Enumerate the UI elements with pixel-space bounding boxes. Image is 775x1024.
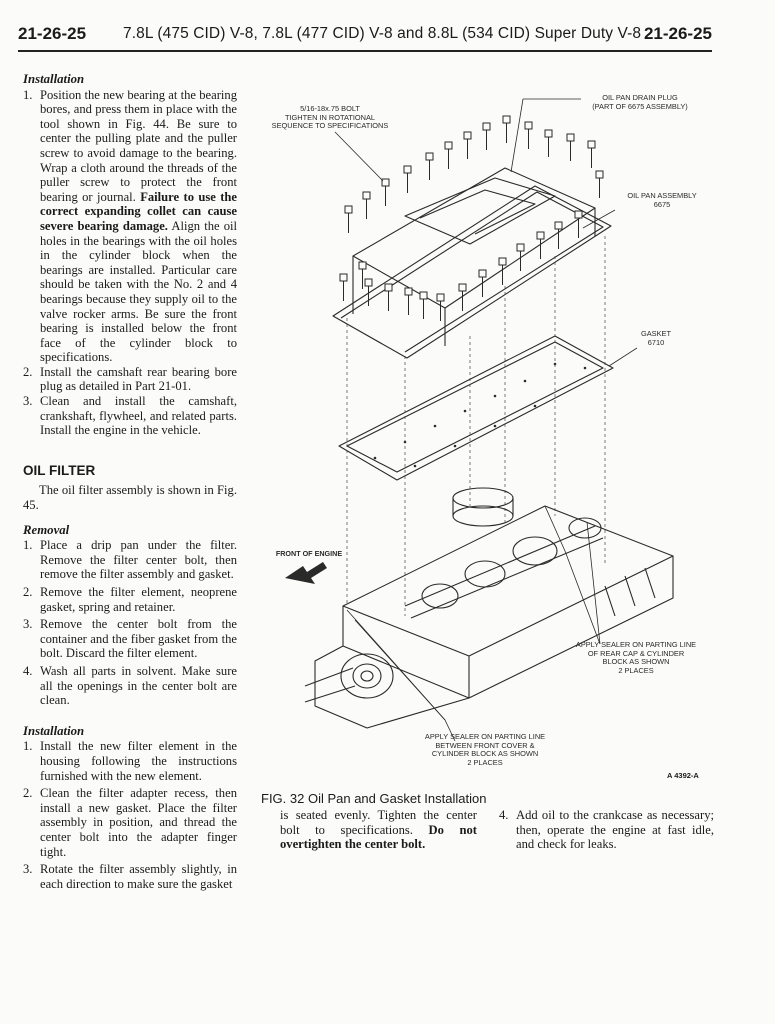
gasket-label: GASKET 6710: [641, 329, 671, 347]
list-item: 1. Position the new bearing at the bearing bores, and press them in place with the tool shown in Fig. 44. Be sure to center the pulling plate and the puller screw to avoid damage to the bearing. Wrap a cloth around the threads of the puller screw to protect the front bearing or journal. Failure to use the correct expanding collet can cause severe bearing damage. Align the oil holes in the bearings with the oil holes in the cylinder block when the bearings are installed. Particular care should be taken with the No. 2 and 4 bearings because they supply oil to the valve rocker arms. Be sure the front bearing is installed below the front face of the cylinder block to specifications.: [23, 87, 237, 365]
oil-filter-intro: The oil filter assembly is shown in Fig. 45.: [23, 483, 237, 513]
page-title: 7.8L (475 CID) V-8, 7.8L (477 CID) V-8 and 8.8L (534 CID) Super Duty V-8: [123, 25, 642, 42]
removal-heading: Removal: [23, 522, 70, 537]
front-of-engine-label: FRONT OF ENGINE: [275, 549, 343, 558]
installation-steps: [23, 88, 237, 438]
list-item: 2. Install the camshaft rear bearing bore plug as detailed in Part 21-01.: [23, 364, 237, 394]
sealer-rear-label: APPLY SEALER ON PARTING LINE OF REAR CAP & CYLINDER BLOCK AS SHOWN 2 PLACES: [575, 640, 697, 675]
left-column: [23, 72, 237, 891]
list-item: 2. Clean the filter adapter recess, then install a new gasket. Place the filter assembly in position, and thread the center bolt into the adapter finger tight.: [23, 786, 237, 859]
oil-filter-heading: OIL FILTER: [23, 462, 96, 478]
page-number-left: 21-26-25: [18, 24, 87, 43]
installation-heading-2: Installation: [23, 723, 85, 738]
drain-plug-label: OIL PAN DRAIN PLUG (PART OF 6675 ASSEMBLY): [592, 93, 688, 111]
page-number-right: 21-26-25: [643, 24, 712, 43]
installation-heading: Installation: [23, 72, 85, 86]
page-header: [18, 24, 712, 52]
list-item: 1. Place a drip pan under the filter. Remove the filter center bolt, then remove the filter assembly and gasket.: [23, 538, 237, 582]
installation-steps-2: [23, 739, 237, 891]
oil-pan-label: OIL PAN ASSEMBLY 6675: [627, 191, 697, 209]
front-arrow-icon: [285, 562, 327, 584]
figure-caption: FIG. 32 Oil Pan and Gasket Installation: [261, 791, 487, 806]
list-item: 3. Remove the center bolt from the container and the fiber gasket from the bolt. Discard the filter element.: [23, 617, 237, 661]
bolt-label: 5/16-18x.75 BOLT TIGHTEN IN ROTATIONAL SEQUENCE TO SPECIFICATIONS: [271, 104, 389, 131]
list-item: 1. Install the new filter element in the housing following the instructions furnished with the new element.: [23, 739, 237, 783]
list-item: 4. Add oil to the crankcase as necessary; then, operate the engine at fast idle, and check for leaks.: [499, 808, 714, 852]
continuation-text: is seated evenly. Tighten the center bolt to specifications. Do not overtighten the center bolt.: [280, 808, 477, 852]
list-item: 2. Remove the filter element, neoprene gasket, spring and retainer.: [23, 585, 237, 614]
sealer-front-label: APPLY SEALER ON PARTING LINE BETWEEN FRONT COVER & CYLINDER BLOCK AS SHOWN 2 PLACES: [424, 732, 546, 767]
list-item: 4. Wash all parts in solvent. Make sure all the openings in the center bolt are clean.: [23, 663, 237, 708]
step-4: [499, 808, 714, 852]
removal-steps: [23, 538, 237, 708]
figure-id: A 4392-A: [667, 771, 699, 780]
list-item: 3. Clean and install the camshaft, crankshaft, flywheel, and related parts. Install the engine in the vehicle.: [23, 394, 237, 438]
figure-oil-pan-gasket: [255, 86, 715, 786]
list-item: 3. Rotate the filter assembly slightly, in each direction to make sure the gasket: [23, 862, 237, 891]
